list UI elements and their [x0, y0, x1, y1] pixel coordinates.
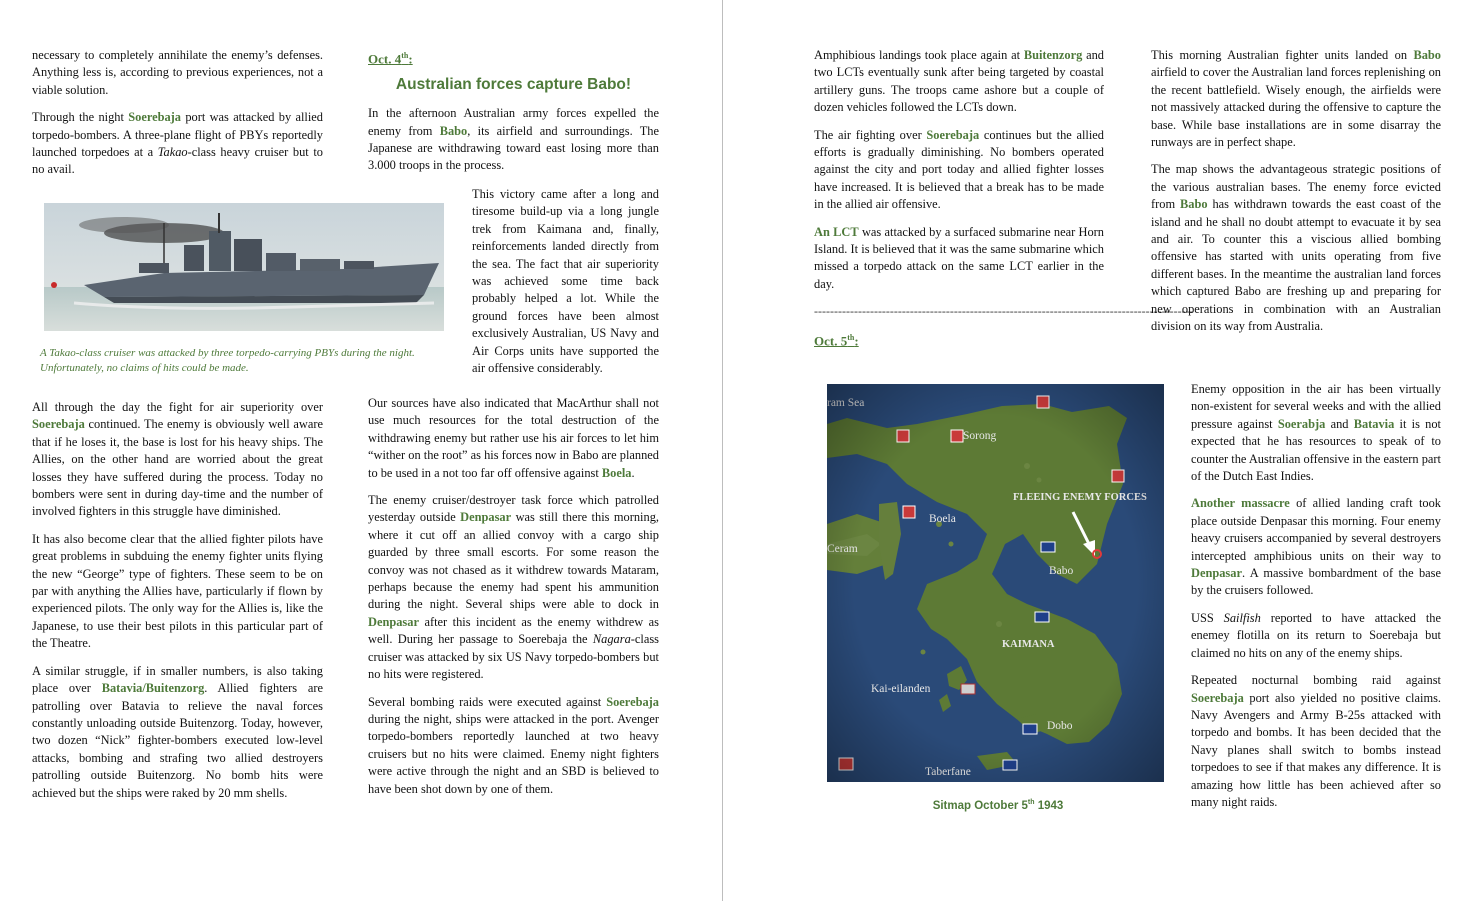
column-4-lower [1191, 381, 1441, 821]
column-4 [1151, 47, 1441, 346]
map-caption: Sitmap October 5th 1943 [932, 799, 1064, 812]
paragraph: necessary to completely annihilate the enemy’s defenses. Anything less is, according to previous experiences, not a viable solution. [32, 48, 323, 97]
column-3 [814, 47, 1194, 357]
column-1-lower [32, 399, 323, 812]
paragraph: Enemy opposition in the air has been virtually non-existent for several weeks and with the allied pressure against Soerabja and Batavia it is not expected that he has resources to speak of to counter the Australian offensive in the eastern part of the Dutch East Indies. [1191, 382, 1441, 484]
article-headline: Australian forces capture Babo! [395, 75, 632, 93]
paragraph: Another massacre of allied landing craft took place outside Denpasar this morning. Four enemy heavy cruisers accompanied by several destroyers intercepted amphibious units on their way to Denpasar. A massive bombardment of the base by the cruisers followed. [1191, 496, 1441, 598]
paragraph: Through the night Soerebaja port was attacked by allied torpedo-bombers. A three-plane flight of PBYs reportedly launched torpedoes at a Takao-class heavy cruiser but to no avail. [32, 110, 324, 177]
paragraph: This victory came after a long and tiresome build-up via a long jungle trek from Kaimana and, finally, reinforcements landed directly from the sea. The fact that air superiority was achieved some time back probably helped a lot. While the ground forces have been almost exclusively Australian, US Navy and Air Corps units have supported the air offensive considerably. [472, 187, 659, 376]
paragraph: The air fighting over Soerebaja continues but the allied efforts is gradually diminishing. No bombers operated against the city and port today and allied fighter losses have increased. It is believed that a break has to be made in the allied air offensive. [814, 127, 1104, 212]
situation-map [827, 384, 1164, 782]
photo-caption: A Takao-class cruiser was attacked by three torpedo-carrying PBYs during the night. Unfortunately, no claims of hits could be made. [40, 347, 415, 374]
column-2-lower [368, 395, 659, 808]
column-1 [32, 47, 323, 189]
paragraph: All through the day the fight for air superiority over Soerebaja continued. The enemy is obviously well aware that if he loses it, the base is lost for his heavy ships. The Allies, on the other hand are worried about the great losses they have suffered during the process. Today no bombers were sent in during day-time and the number of involved fighters in this struggle have diminished. [32, 400, 323, 519]
paragraph: The enemy cruiser/destroyer task force which patrolled yesterday outside Denpasar was still there this morning, where it cut off an allied convoy with a cargo ship guarded by three small escorts. For some reason the convoy was not chased as it withdrew towards Mataram, perhaps because the enemy had spent his ammunition during the night. Several ships were able to dock in Denpasar after this incident as the enemy withdrew as well. During her passage to Soerebaja the Nagara-class cruiser was attacked by six US Navy torpedo-bombers but no hits were registered. [368, 493, 659, 682]
column-2-wrap [472, 186, 659, 377]
paragraph: A similar struggle, if in smaller numbers, is also taking place over Batavia/Buitenzorg. Allied fighters are patrolling over Batavia to relieve the naval forces constantly unloading outside Buitenzorg. Today, however, two dozen “Nick” fighter-bombers executed low-level attacks, bombing and strafing two allied destroyers patrolling outside Buitenzorg. No bomb hits were achieved but the ships were raked by 20 mm shells. [32, 663, 323, 800]
paragraph: Repeated nocturnal bombing raid against Soerebaja port also yielded no positive claims. Navy Avengers and Army B-25s attacked with torpedo and bombs. It has been decided that the Navy planes shall switch to bombs instead torpedoes to see if that makes any difference. It is amazing how little has been achieved after so many night raids. [1191, 673, 1441, 809]
place-highlight: Soerebaja [128, 110, 182, 125]
date-heading: Oct. 5th: [814, 332, 859, 349]
column-2 [368, 47, 659, 185]
paragraph: An LCT was attacked by a surfaced submarine near Horn Island. It is believed that it was the same submarine which missed a torpedo attack on the same LCT earlier in the day. [814, 224, 1104, 291]
cruiser-photo [44, 203, 444, 331]
paragraph: The map shows the advantageous strategic positions of the various australian bases. The enemy force evicted from Babo has withdrawn towards the east coast of the island and he shall no doubt attempt to evacuate it by sea and air. To counter this a viscious allied bombing offensive has started with units operating from five different bases. In the meantime the australian land forces which captured Babo are freshing up and preparing for new operations in combination with an Australian division on its way from Australia. [1151, 162, 1441, 334]
page-gutter-divider [722, 0, 723, 901]
paragraph: USS Sailfish reported to have attacked the enemey flotilla on its return to Soerebaja but claimed no hits on any of the enemy ships. [1191, 610, 1441, 660]
date-heading: Oct. 4th: [368, 51, 413, 67]
paragraph: Several bombing raids were executed against Soerebaja during the night, ships were attacked in the port. Avenger torpedo-bombers reportedly launched at two heavy cruisers but no hits were claimed. Enemy night fighters were active through the night and an SBD is believed to have been shot down by one of them. [368, 694, 659, 796]
paragraph: Our sources have also indicated that MacArthur shall not use much resources for the total destruction of the withdrawing enemy but rather use his air forces to let him “wither on the root” as his forces now in Babo are planned to be used in a not too far off offensive against Boela. [368, 396, 659, 480]
paragraph: It has also become clear that the allied fighter pilots have great problems in subduing the enemy fighter units flying the new “George” type of fighters. These seem to be on par with anything the Allies have, particularly if flown by experienced pilots. The only way for the Allies is, like the Japanese, to use their best pilots in this particular part of the Theatre. [32, 531, 323, 651]
paragraph: Amphibious landings took place again at Buitenzorg and two LCTs eventually sunk after being targeted by coastal artillery guns. The troops came ashore but a couple of dozen vehicles followed the LCTs down. [814, 48, 1104, 115]
paragraph: This morning Australian fighter units landed on Babo airfield to cover the Australian land forces replenishing on the recent battlefield. Wisely enough, the airfields were not massively attacked during the offensive to capture the base. While base installations are in some disarray the runways are in perfect shape. [1151, 48, 1441, 150]
paragraph: In the afternoon Australian army forces expelled the enemy from Babo, its airfield and surroundings. The Japanese are withdrawing toward east losing more than 3.000 troops in the process. [368, 106, 659, 173]
section-divider: ----------------------------------------------------------------------------------------------- [814, 304, 1194, 319]
